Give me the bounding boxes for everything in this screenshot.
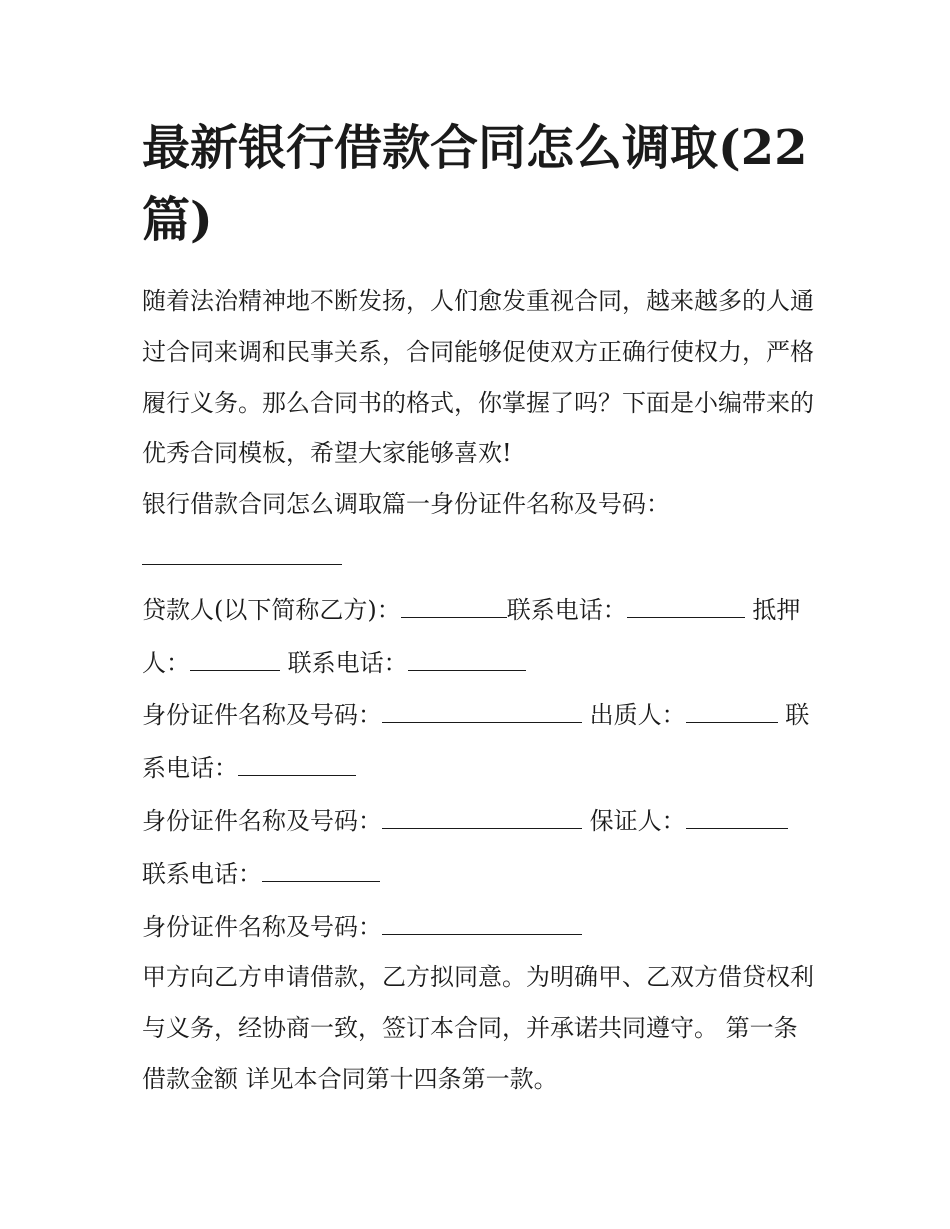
- lender-phone-label: 联系电话：: [506, 595, 627, 624]
- article-one-text: 第一条 借款金额 详见本合同第十四条第一款。: [142, 1014, 798, 1093]
- pledgor-id-label: 身份证件名称及号码：: [142, 806, 382, 835]
- document-body: [142, 276, 814, 1105]
- borrower-id-blank: [142, 530, 342, 565]
- lender-label: 贷款人(以下简称乙方)：: [142, 595, 401, 624]
- intro-paragraph: 随着法治精神地不断发扬，人们愈发重视合同，越来越多的人通过合同来调和民事关系，合同能够促使双方正确行使权力，严格履行义务。那么合同书的格式，你掌握了吗？下面是小编带来的优秀合同模板，希望大家能够喜欢!: [142, 287, 814, 468]
- section-heading: [142, 479, 814, 583]
- mortgagor-id-blank: [382, 688, 582, 723]
- pledgor-phone-blank: [238, 741, 356, 776]
- pledgor-id-blank: [382, 794, 582, 829]
- guarantor-label: 保证人：: [589, 806, 686, 835]
- guarantor-id-line: [142, 900, 814, 953]
- mortgagor-label: 抵押人：: [142, 595, 801, 677]
- lender-line: [142, 583, 814, 689]
- mortgagor-phone-blank: [408, 636, 526, 671]
- pledgor-phone-label: 联系电话：: [142, 701, 810, 783]
- guarantor-name-blank: [686, 794, 788, 829]
- guarantor-id-label: 身份证件名称及号码：: [142, 912, 382, 941]
- lender-phone-blank: [627, 583, 745, 618]
- pledgor-name-blank: [686, 688, 778, 723]
- mortgagor-name-blank: [190, 636, 280, 671]
- guarantor-id-blank: [382, 900, 582, 935]
- pledgor-line: [142, 688, 814, 794]
- mortgagor-id-label: 身份证件名称及号码：: [142, 701, 382, 730]
- section-heading-text: 银行借款合同怎么调取篇一身份证件名称及号码：: [142, 490, 670, 519]
- guarantor-line: [142, 794, 814, 900]
- lender-name-blank: [401, 583, 507, 618]
- pledgor-label: 出质人：: [589, 701, 686, 730]
- agreement-paragraph: [142, 952, 814, 1104]
- document-title: 最新银行借款合同怎么调取(22篇): [142, 120, 808, 248]
- agreement-text: 甲方向乙方申请借款，乙方拟同意。为明确甲、乙双方借贷权利与义务，经协商一致，签订本合同，并承诺共同遵守。: [142, 963, 814, 1043]
- document-page: [142, 112, 814, 1105]
- guarantor-phone-label: 联系电话：: [142, 859, 262, 888]
- guarantor-phone-blank: [262, 847, 380, 882]
- mortgagor-phone-label: 联系电话：: [287, 648, 408, 677]
